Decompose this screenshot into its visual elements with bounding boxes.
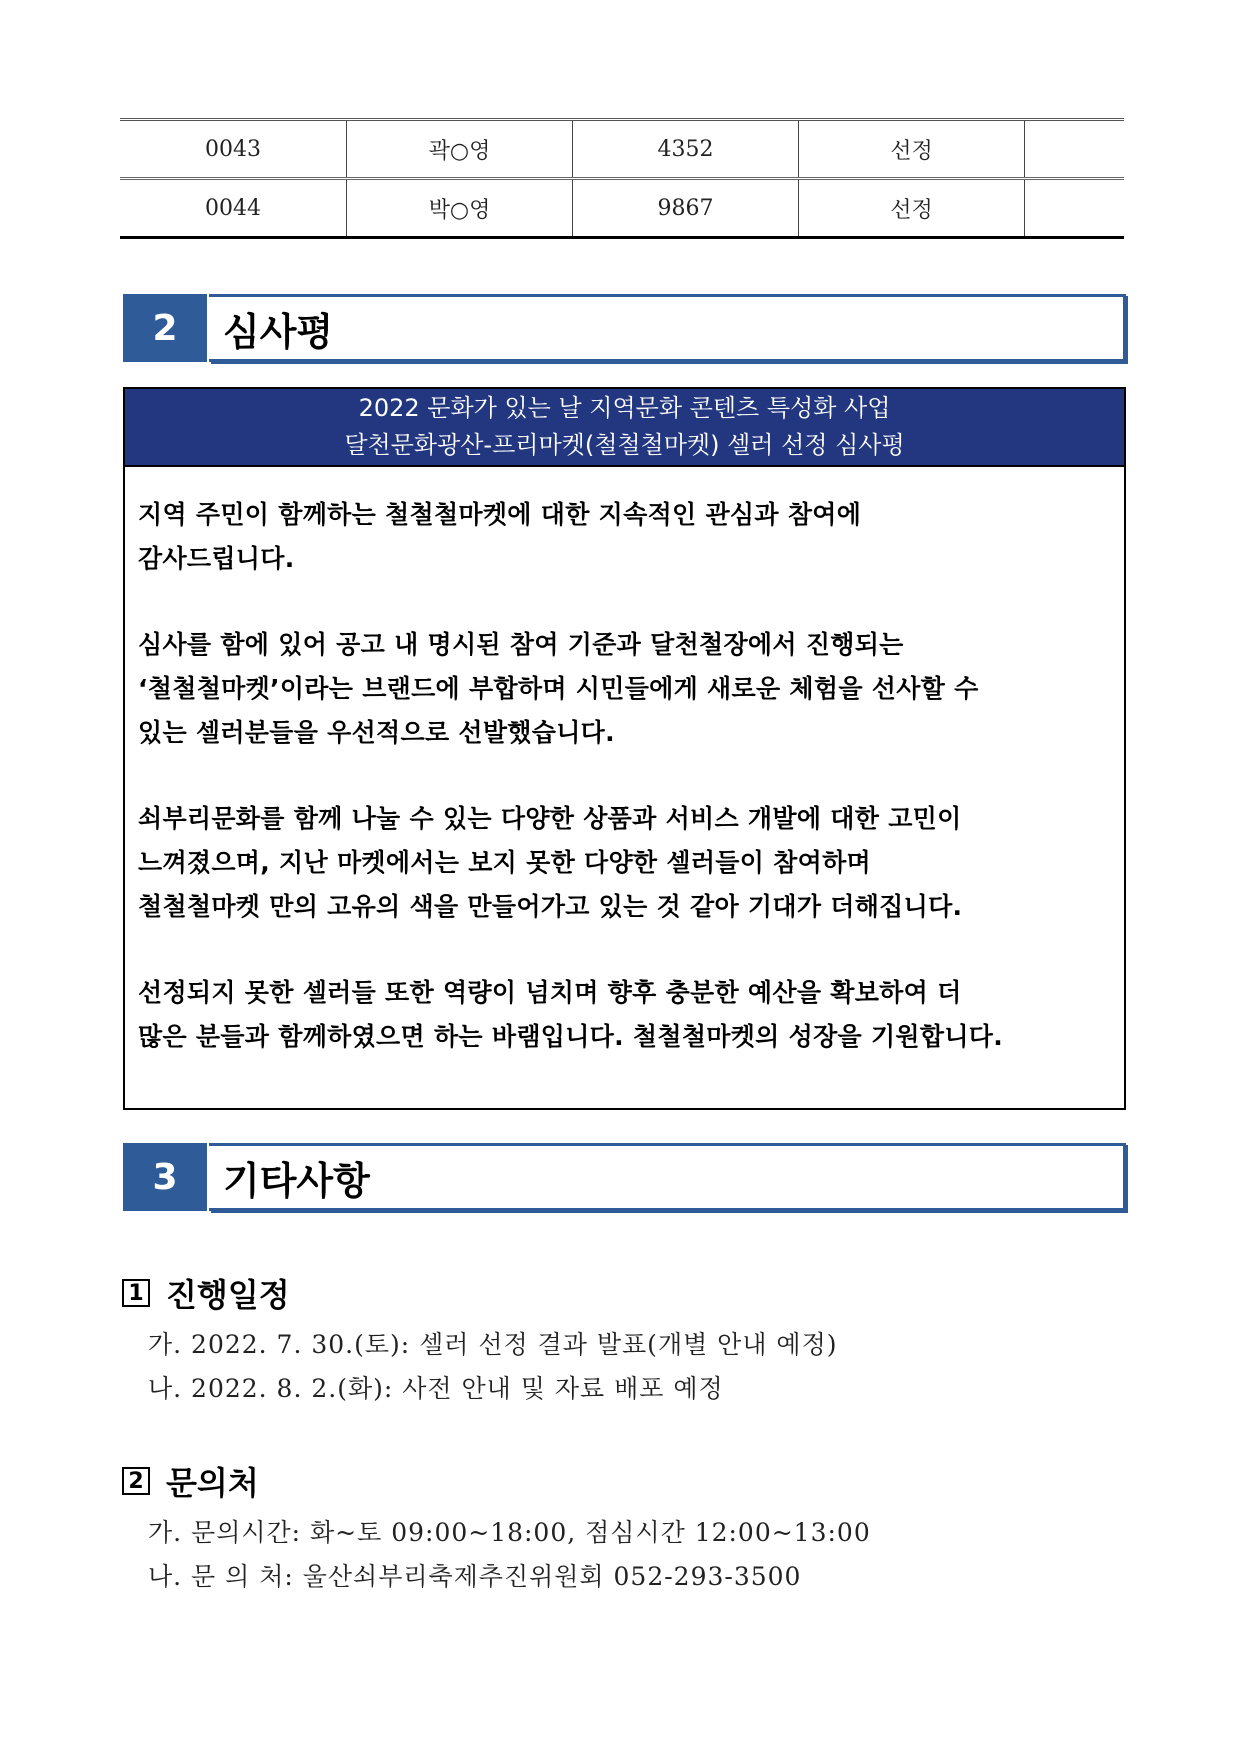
review-paragraph (138, 797, 1112, 929)
section-number: 3 (123, 1143, 207, 1211)
contact-item: 나. 문 의 처: 울산쇠부리축제추진위원회 052-293-3500 (148, 1562, 802, 1591)
section-title: 심사평 (209, 294, 1126, 362)
contact-heading (122, 1458, 259, 1504)
cell-code: 4352 (572, 121, 798, 177)
review-paragraph (138, 623, 1112, 755)
review-body (125, 467, 1124, 1059)
cell-result: 선정 (798, 180, 1024, 236)
section-number: 2 (123, 294, 207, 362)
contact-title: 문의처 (166, 1464, 259, 1502)
cell-note (1024, 180, 1124, 236)
review-header-line: 2022 문화가 있는 날 지역문화 콘텐츠 특성화 사업 (358, 394, 891, 422)
cell-name: 박○영 (346, 180, 572, 236)
schedule-item: 가. 2022. 7. 30.(토): 셀러 선정 결과 발표(개별 안내 예정) (148, 1330, 838, 1359)
review-box (123, 387, 1126, 1110)
cell-name: 곽○영 (346, 121, 572, 177)
schedule-item: 나. 2022. 8. 2.(화): 사전 안내 및 자료 배포 예정 (148, 1374, 724, 1403)
cell-code: 9867 (572, 180, 798, 236)
review-line: 감사드립니다. (138, 544, 295, 573)
contact-item: 가. 문의시간: 화~토 09:00~18:00, 점심시간 12:00~13:00 (148, 1518, 871, 1547)
review-line: 많은 분들과 함께하였으면 하는 바램입니다. 철철철마켓의 성장을 기원합니다. (138, 1022, 1004, 1051)
section-title: 기타사항 (209, 1143, 1126, 1211)
schedule-heading (122, 1270, 290, 1316)
review-line: 느껴졌으며, 지난 마켓에서는 보지 못한 다양한 셀러들이 참여하며 (138, 848, 871, 877)
review-line: 철철철마켓 만의 고유의 색을 만들어가고 있는 것 같아 기대가 더해집니다. (138, 892, 963, 921)
review-line: 지역 주민이 함께하는 철철철마켓에 대한 지속적인 관심과 참여에 (138, 500, 862, 529)
section-header-misc (123, 1143, 1126, 1211)
schedule-title: 진행일정 (166, 1276, 290, 1314)
cell-number: 0044 (205, 195, 261, 221)
review-line: 선정되지 못한 셀러들 또한 역량이 넘치며 향후 충분한 예산을 확보하여 더 (138, 978, 962, 1007)
cell-number: 0043 (205, 136, 261, 162)
review-line: 쇠부리문화를 함께 나눌 수 있는 다양한 상품과 서비스 개발에 대한 고민이 (138, 804, 962, 833)
review-header-line: 달천문화광산-프리마켓(철철철마켓) 셀러 선정 심사평 (344, 431, 905, 459)
review-paragraph (138, 971, 1112, 1059)
review-line: ‘철철철마켓’이라는 브랜드에 부합하며 시민들에게 새로운 체험을 선사할 수 (138, 674, 979, 703)
selection-table (120, 118, 1124, 239)
boxed-number: 1 (122, 1279, 150, 1307)
section-header-review (123, 294, 1126, 362)
review-paragraph (138, 493, 1112, 581)
review-line: 있는 셀러분들을 우선적으로 선발했습니다. (138, 718, 615, 747)
review-line: 심사를 함에 있어 공고 내 명시된 참여 기준과 달천철장에서 진행되는 (138, 630, 904, 659)
table-row (120, 177, 1124, 236)
boxed-number: 2 (122, 1467, 150, 1495)
cell-note (1024, 121, 1124, 177)
review-header (125, 389, 1124, 467)
cell-result: 선정 (798, 121, 1024, 177)
table-row (120, 121, 1124, 177)
